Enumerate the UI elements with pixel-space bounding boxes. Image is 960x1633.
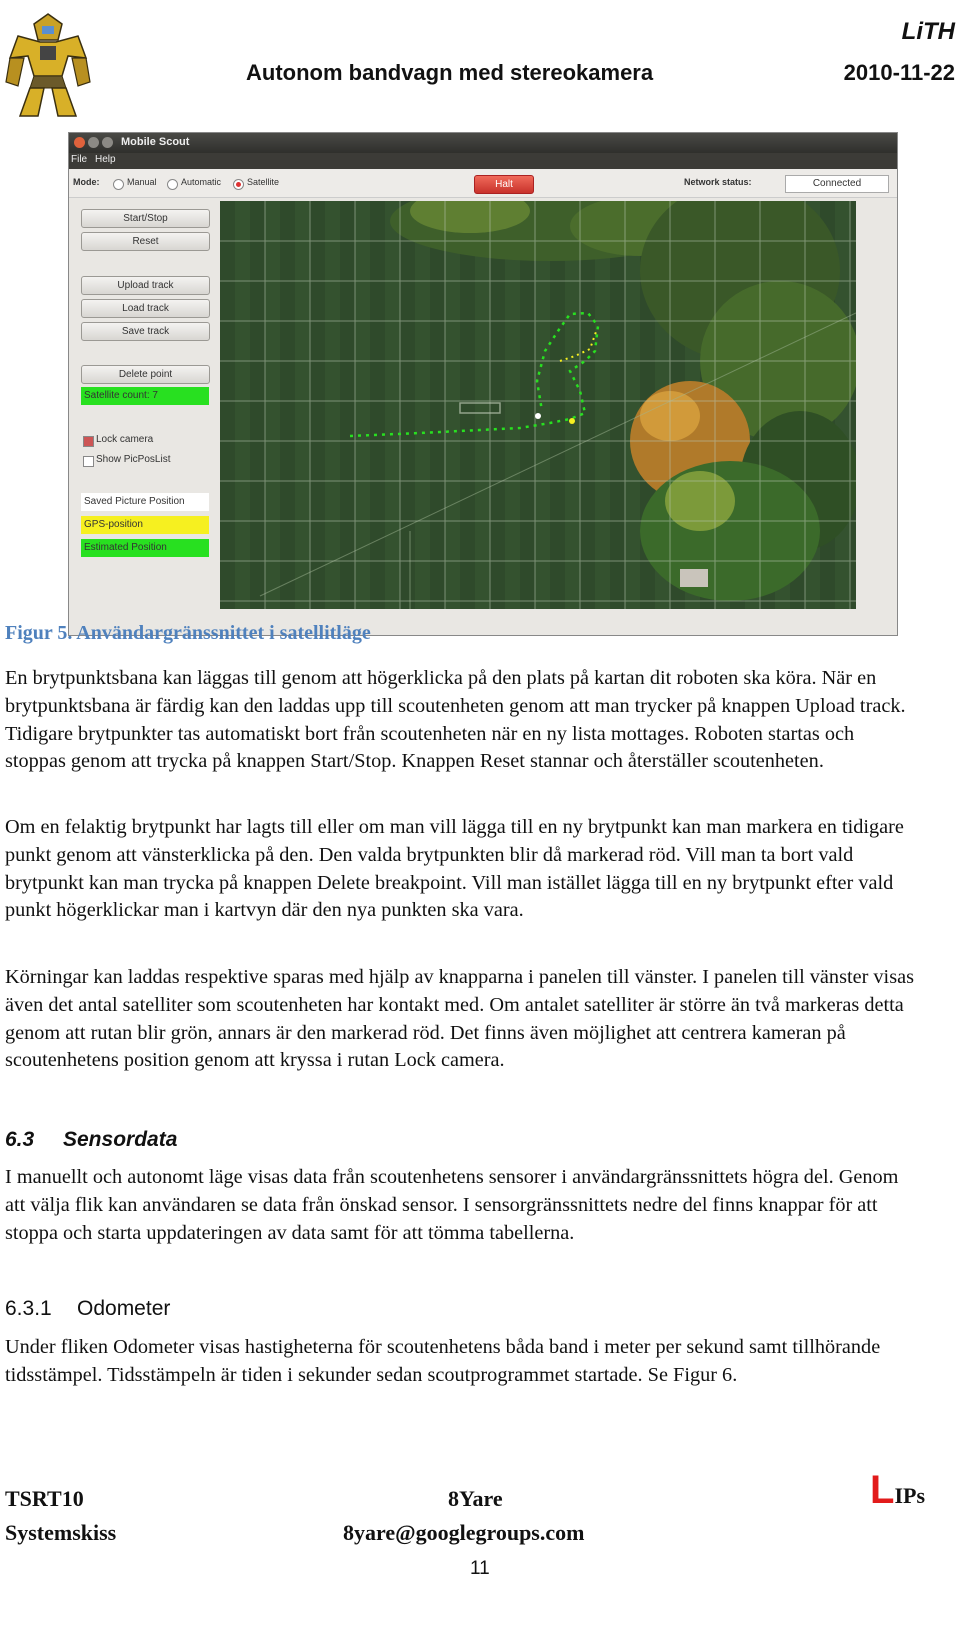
section-title: Sensordata [63,1128,178,1151]
lips-logo-l: L [870,1468,895,1512]
lock-camera-checkbox[interactable] [83,436,94,447]
show-picposlist-label: Show PicPosList [96,454,171,465]
window-title: Mobile Scout [121,136,190,148]
header-logo [4,6,92,118]
menu-help[interactable]: Help [95,154,116,165]
section-number: 6.3 [5,1128,35,1151]
subsection-number: 6.3.1 [5,1297,52,1320]
radio-manual-label: Manual [127,177,157,187]
window-titlebar [69,133,897,153]
footer-group: 8Yare [448,1486,503,1511]
reset-button[interactable]: Reset [81,232,210,251]
radio-manual[interactable] [113,179,124,190]
paragraph-1: En brytpunktsbana kan läggas till genom att högerklicka på den plats på kartan dit roboten ska köra. När en brytpunktsbana är färdig kan den laddas upp till scoutenheten genom att man trycker på knappen Upload track. Tidigare brytpunkter tas automatiskt bort från scoutenheten när en ny lista mottages. Roboten startas och stoppas genom att trycka på knappen Start/Stop. Knappen Reset stannar och återställer scoutenheten. [5,667,906,773]
start-stop-button[interactable]: Start/Stop [81,209,210,228]
radio-satellite[interactable] [233,179,244,190]
subsection-title: Odometer [77,1297,171,1320]
minimize-icon[interactable] [88,137,99,148]
show-picposlist-checkbox[interactable] [83,456,94,467]
radio-automatic-label: Automatic [181,177,222,187]
figure-mobile-scout-window [68,132,898,636]
maximize-icon[interactable] [102,137,113,148]
mode-label: Mode: [73,177,100,187]
subsection-heading [5,1297,170,1321]
footer-course: TSRT10 [5,1486,84,1511]
section-heading [5,1128,177,1152]
halt-button[interactable]: Halt [474,175,534,194]
save-track-button[interactable]: Save track [81,322,210,341]
lips-logo [870,1468,925,1513]
legend-saved-picture-position: Saved Picture Position [81,493,209,511]
figure-caption: Figur 5. Användargränssnittet i satellitläge [5,622,371,644]
legend-estimated-position: Estimated Position [81,539,209,557]
paragraph-5: Under fliken Odometer visas hastigheterna för scoutenhetens båda band i meter per sekund samt tillhörande tidsstämpel. Tidsstämpeln är tiden i sekunder sedan scoutprogrammet startade. Se Figur 6. [5,1336,881,1386]
satellite-map-view[interactable] [220,201,856,609]
delete-point-button[interactable]: Delete point [81,365,210,384]
lips-logo-text: IPs [894,1483,925,1508]
header-title: Autonom bandvagn med stereokamera [246,60,654,85]
menubar [69,153,897,169]
upload-track-button[interactable]: Upload track [81,276,210,295]
header-brand: LiTH [901,18,955,45]
satellite-count-field: Satellite count: 7 [81,387,209,405]
satellite-map-image [220,201,856,609]
header-date: 2010-11-22 [843,60,955,85]
footer-doc: Systemskiss [5,1520,117,1545]
radio-automatic[interactable] [167,179,178,190]
load-track-button[interactable]: Load track [81,299,210,318]
radio-satellite-label: Satellite [247,177,280,187]
legend-gps-position: GPS-position [81,516,209,534]
transformer-robot-logo-icon [4,6,92,118]
footer-email: 8yare@googlegroups.com [343,1520,585,1545]
network-status-field: Connected [785,175,889,193]
paragraph-3: Körningar kan laddas respektive sparas med hjälp av knapparna i panelen till vänster. I panelen till vänster visas även det antal satelliter som scoutenheten har kontakt med. Om antalet satelliter är större än två markeras detta genom att rutan blir grön, annars är den markerad röd. Det finns även möjlighet att centrera kameran på scoutenhetens position genom att kryssa i rutan Lock camera. [5,966,914,1072]
paragraph-4: I manuellt och autonomt läge visas data från scoutenhetens sensorer i användargränssnittets högra del. Genom att välja flik kan användaren se data från önskad sensor. I sensorgränssnittets nedre del finns knappar för att stoppa och starta uppdateringen av data samt för att tömma tabellerna. [5,1166,899,1244]
lock-camera-label: Lock camera [96,434,154,445]
menu-file[interactable]: File [71,154,88,165]
close-icon[interactable] [74,137,85,148]
page-number: 11 [470,1558,490,1579]
paragraph-2: Om en felaktig brytpunkt har lagts till eller om man vill lägga till en ny brytpunkt kan man markera en tidigare punkt genom att vänsterklicka på den. Den valda brytpunkten blir då markerad röd. Vill man ta bort vald brytpunkt kan man trycka på knappen Delete breakpoint. Vill man istället lägga till en ny brytpunkt efter vald punkt högerklickar man i kartvyn där den nya punkten ska vara. [5,816,904,922]
network-status-label: Network status: [684,177,752,187]
